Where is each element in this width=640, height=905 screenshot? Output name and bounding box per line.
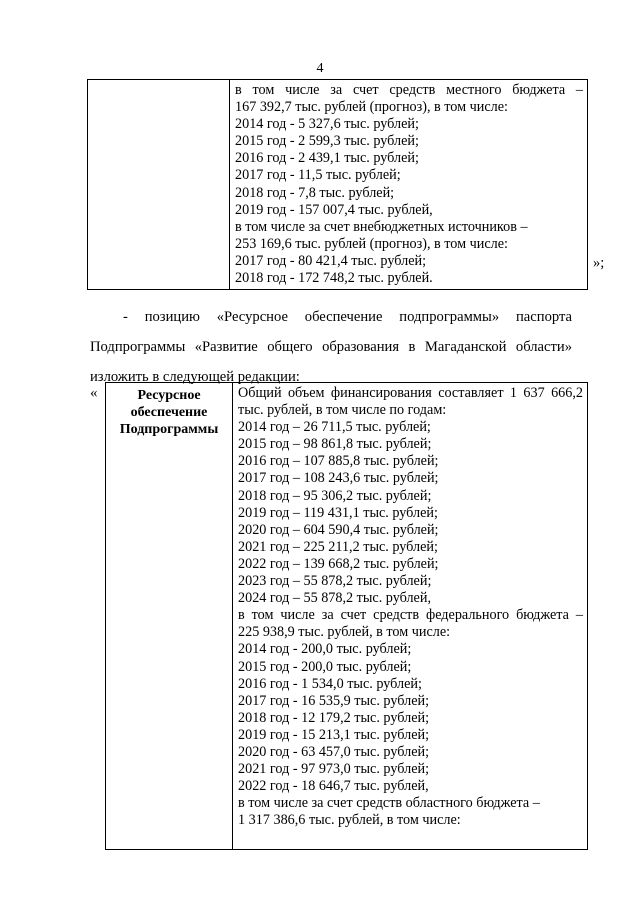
funding-line: 2014 год - 5 327,6 тыс. рублей; — [235, 116, 419, 133]
paragraph-line: изложить в следующей редакции: — [90, 369, 300, 385]
funding-table-continued — [87, 79, 588, 290]
funding-line: 2018 год – 95 306,2 тыс. рублей; — [238, 487, 432, 504]
opening-quote-mark: « — [90, 385, 98, 401]
funding-line: 2015 год - 200,0 тыс. рублей; — [238, 658, 412, 675]
funding-line: 2022 год - 18 646,7 тыс. рублей, — [238, 778, 429, 795]
funding-line: 2021 год – 225 211,2 тыс. рублей; — [238, 538, 438, 555]
closing-quote-mark: »; — [593, 255, 605, 271]
funding-line: тыс. рублей, в том числе по годам: — [238, 402, 447, 419]
paragraph-line: - позицию «Ресурсное обеспечение подпрограммы» паспорта — [123, 309, 572, 325]
funding-line: 2024 год – 55 878,2 тыс. рублей, — [238, 590, 431, 607]
amendment-paragraph — [90, 302, 572, 392]
funding-line: 2018 год - 172 748,2 тыс. рублей. — [235, 270, 433, 287]
funding-line: в том числе за счет средств местного бюджета – — [235, 82, 583, 98]
funding-line: 167 392,7 тыс. рублей (прогноз), в том числе: — [235, 99, 508, 116]
header-line: Ресурсное — [137, 388, 201, 403]
header-line: обеспечение — [130, 405, 208, 420]
funding-line: 2023 год – 55 878,2 тыс. рублей; — [238, 573, 432, 590]
table-left-cell-empty — [88, 80, 230, 290]
funding-line: 2019 год - 157 007,4 тыс. рублей, — [235, 201, 433, 218]
funding-line: 2014 год – 26 711,5 тыс. рублей; — [238, 419, 431, 436]
funding-line: 2021 год - 97 973,0 тыс. рублей; — [238, 761, 430, 778]
table-right-cell — [230, 80, 588, 290]
resource-provision-table — [105, 382, 588, 850]
funding-line: 2016 год – 107 885,8 тыс. рублей; — [238, 453, 439, 470]
funding-line: 2016 год - 1 534,0 тыс. рублей; — [238, 675, 422, 692]
table-header-cell — [106, 383, 233, 850]
funding-line: 2018 год - 7,8 тыс. рублей; — [235, 184, 395, 201]
funding-line: 2019 год - 15 213,1 тыс. рублей; — [238, 726, 430, 743]
page-number: 4 — [316, 61, 324, 76]
funding-line: 2019 год – 119 431,1 тыс. рублей; — [238, 504, 438, 521]
funding-line: 2015 год – 98 861,8 тыс. рублей; — [238, 436, 432, 453]
funding-line: 2017 год - 11,5 тыс. рублей; — [235, 167, 401, 184]
paragraph-line: Подпрограммы «Развитие общего образования в Магаданской области» — [90, 339, 572, 355]
funding-line: Общий объем финансирования составляет 1 637 666,2 — [238, 385, 583, 401]
funding-line: 253 169,6 тыс. рублей (прогноз), в том числе: — [235, 235, 508, 252]
funding-line: 2020 год - 63 457,0 тыс. рублей; — [238, 743, 430, 760]
funding-line: 2015 год - 2 599,3 тыс. рублей; — [235, 133, 419, 150]
funding-line: 2017 год – 108 243,6 тыс. рублей; — [238, 470, 439, 487]
funding-line: 1 317 386,6 тыс. рублей, в том числе: — [238, 812, 461, 829]
funding-line: 2017 год - 16 535,9 тыс. рублей; — [238, 692, 430, 709]
funding-line: в том числе за счет средств федерального бюджета – — [238, 607, 583, 624]
funding-line: в том числе за счет внебюджетных источников – — [235, 218, 528, 235]
funding-lines-total — [233, 383, 587, 829]
funding-lines-local — [230, 80, 587, 287]
funding-line: 2014 год - 200,0 тыс. рублей; — [238, 641, 412, 658]
funding-line: 225 938,9 тыс. рублей, в том числе: — [238, 624, 451, 641]
funding-line: 2016 год - 2 439,1 тыс. рублей; — [235, 150, 419, 167]
table-right-cell — [233, 383, 588, 850]
funding-line: 2018 год - 12 179,2 тыс. рублей; — [238, 709, 430, 726]
funding-line: 2020 год – 604 590,4 тыс. рублей; — [238, 521, 439, 538]
header-line: Подпрограммы — [119, 422, 219, 437]
funding-line: в том числе за счет средств областного бюджета – — [238, 795, 540, 812]
funding-line: 2017 год - 80 421,4 тыс. рублей; — [235, 252, 427, 269]
funding-line: 2022 год – 139 668,2 тыс. рублей; — [238, 555, 439, 572]
